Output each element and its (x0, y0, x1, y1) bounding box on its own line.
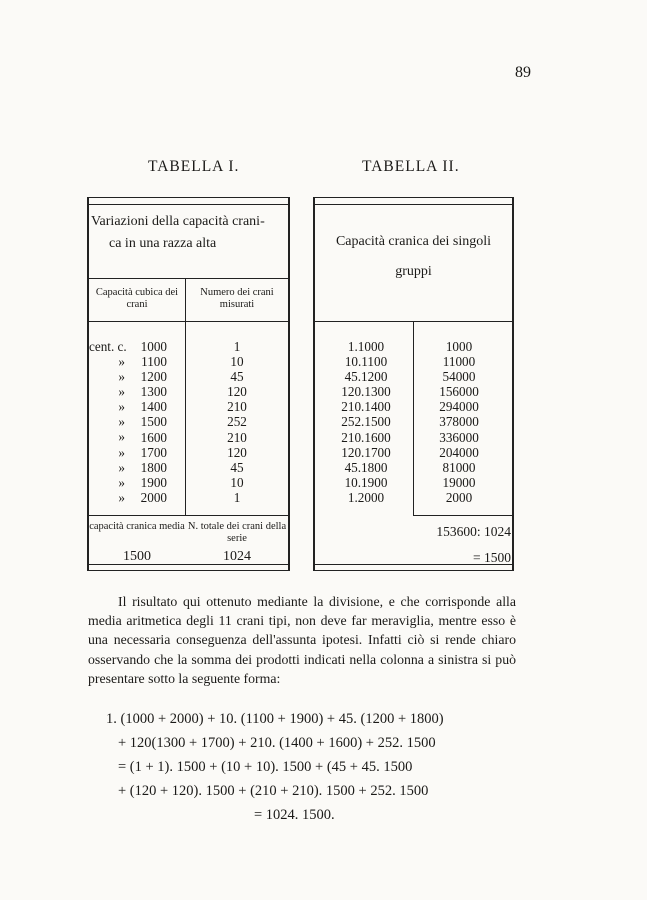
table1-capacity-column (125, 339, 167, 505)
body-paragraph-text: Il risultato qui ottenuto mediante la divisione, e che corrisponde alla media aritmetica degli 11 crani tipi, non deve far meraviglia, mentre esso è una necessaria conseguenza dell'assunta ipotesi. Infatti ciò si rende chiaro osservando che la somma dei prodotti indicati nella colonna a sinistra si può presentare sotto la seguente forma: (88, 594, 516, 686)
table1-count-column (207, 339, 267, 505)
table2-result-column (415, 339, 503, 505)
table2-caption-line2: gruppi (395, 264, 432, 279)
table1-count-cell: 120 (227, 444, 247, 460)
table1-ditto-mark: » (118, 399, 125, 415)
table1-ditto-mark: » (118, 474, 125, 490)
table2-result-cell: 54000 (442, 369, 476, 385)
table2-product-cell: 1.1000 (347, 339, 385, 354)
formula-line-2: + 120(1300 + 1700) + 210. (1400 + 1600) + 252. 1500 (118, 735, 436, 751)
formula-line-1: 1. (1000 + 2000) + 10. (1100 + 1900) + 45. (1200 + 1800) (106, 711, 444, 727)
table1-title: TABELLA I. (148, 158, 240, 175)
table2-product-cell: 1.2000 (347, 489, 385, 505)
table1-count-cell: 210 (227, 399, 247, 415)
table2-product-column (321, 339, 411, 505)
table2-result-cell: 2000 (445, 489, 473, 505)
table1-count-cell: 1 (233, 489, 241, 505)
table2-result-cell: 156000 (439, 384, 479, 400)
table1-ditto-mark: » (118, 459, 125, 475)
table1-capacity-cell: 1000 (140, 339, 167, 354)
table2-product-cell: 10.1900 (344, 474, 388, 490)
table1-footer-left-value: 1500 (123, 549, 151, 564)
table1-capacity-cell: 1700 (140, 444, 167, 460)
table1-caption-line2: ca in una razza alta (109, 236, 217, 251)
table1-count-cell: 10 (230, 474, 244, 490)
table1-capacity-cell: 1100 (141, 354, 167, 370)
table1 (87, 197, 290, 571)
table1-capacity-cell: 1200 (140, 369, 167, 385)
table1-capacity-cell: 1300 (140, 384, 167, 400)
table1-capacity-cell: 1500 (140, 414, 167, 430)
table1-ditto-mark: » (118, 369, 125, 385)
table1-caption-line1: Variazioni della capacità crani- (91, 214, 265, 229)
table1-ditto-mark: » (118, 414, 125, 430)
table1-footer-right-value: 1024 (223, 549, 251, 564)
table2-product-cell: 45.1800 (344, 459, 388, 475)
table2-product-cell: 120.1700 (341, 444, 391, 460)
table2-result-cell: 204000 (439, 444, 479, 460)
table1-footer-left-label: capacità cranica media (89, 521, 185, 532)
table2-product-cell: 210.1600 (341, 429, 391, 445)
table1-capacity-cell: 1600 (140, 429, 167, 445)
table2-result-cell: 294000 (439, 399, 479, 415)
table2-result-cell: 1000 (445, 339, 473, 354)
table1-unit-prefix: cent. c. (89, 339, 127, 354)
table2-caption-line1: Capacità cranica dei singoli (335, 234, 492, 249)
table1-ditto-column (109, 354, 125, 505)
table2-result-cell: 81000 (442, 459, 476, 475)
table1-count-cell: 10 (230, 354, 244, 370)
table1-ditto-mark: » (118, 489, 125, 505)
table1-capacity-cell: 1400 (140, 399, 167, 415)
table1-capacity-cell: 2000 (140, 489, 167, 505)
table1-ditto-mark: » (118, 354, 125, 369)
table2-footer-line1: 153600: 1024 (436, 524, 511, 539)
table2-product-cell: 252.1500 (341, 414, 391, 430)
table1-capacity-cell: 1900 (140, 474, 167, 490)
table1-count-cell: 1 (233, 339, 241, 354)
formula-line-5: = 1024. 1500. (254, 807, 335, 823)
table1-count-cell: 210 (227, 429, 247, 445)
table2-title: TABELLA II. (362, 158, 460, 175)
table2-result-cell: 378000 (439, 414, 479, 430)
table1-count-cell: 45 (230, 459, 244, 475)
table2-result-cell: 19000 (442, 474, 476, 490)
table2-result-cell: 336000 (439, 429, 479, 445)
table2-footer-line2: = 1500 (473, 550, 511, 565)
table1-col1-header: Capacità cubica dei crani (95, 287, 179, 310)
table1-caption (91, 211, 288, 255)
table1-count-cell: 120 (227, 384, 247, 400)
table2-product-cell: 120.1300 (341, 384, 391, 400)
table1-footer-right-label: N. totale dei crani della serie (187, 521, 287, 544)
table1-ditto-mark: » (118, 444, 125, 460)
table2-product-cell: 10.1100 (344, 354, 388, 370)
table1-unit-column (89, 339, 127, 354)
page-number: 89 (515, 64, 531, 81)
table1-count-cell: 252 (227, 414, 247, 430)
table1-ditto-mark: » (118, 429, 125, 445)
table2 (313, 197, 514, 571)
table2-product-cell: 45.1200 (344, 369, 388, 385)
table1-count-cell: 45 (230, 369, 244, 385)
table2-result-cell: 11000 (442, 354, 476, 370)
table2-caption (315, 231, 512, 283)
table2-product-cell: 210.1400 (341, 399, 391, 415)
body-paragraph (88, 592, 516, 688)
table1-capacity-cell: 1800 (140, 459, 167, 475)
formula-line-3: = (1 + 1). 1500 + (10 + 10). 1500 + (45 + 45. 1500 (118, 759, 413, 775)
table1-col2-header: Numero dei crani misurati (200, 287, 274, 310)
formula-line-4: + (120 + 120). 1500 + (210 + 210). 1500 + 252. 1500 (118, 783, 429, 799)
table1-ditto-mark: » (118, 384, 125, 400)
